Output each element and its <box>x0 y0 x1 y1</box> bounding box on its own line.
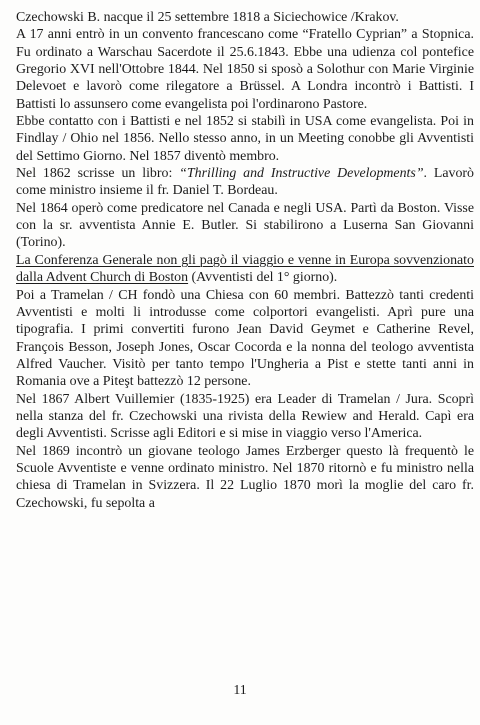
paragraph-conference <box>16 252 474 287</box>
paragraph-book <box>16 165 474 200</box>
paragraph-vuillemier: Nel 1867 Albert Vuillemier (1835-1925) era Leader di Tramelan / Jura. Scoprì nella stanza del fr. Czechowski una rivista della Rewiew and Herald. Capì era degli Avventisti. Scrisse agli Editori e si mise in viaggio verso l'America. <box>16 391 474 442</box>
conference-after-text: (Avventisti del 1° giorno). <box>188 270 338 286</box>
book-after-text: . Lavorò come ministro insieme il fr. Daniel T. Bordeau. <box>16 166 474 199</box>
book-title: “Thrilling and Instructive Developments” <box>179 166 424 182</box>
paragraph-convent: A 17 anni entrò in un convento francescano come “Fratello Cyprian” a Stopnica. Fu ordinato a Warschau Sacerdote il 25.6.1843. Ebbe una udienza col pontefice Gregorio XVI nell'Ottobre 1844. Nel 1850 si sposò a Solothur con Marie Virginie Delevoet e lavorò come rilegatore a Brüssel. A Londra incontrò i Battisti. I Battisti lo assunsero come evangelista poi l'ordinarono Pastore. <box>16 27 474 112</box>
underlined-conference-text: La Conferenza Generale non gli pagò il viaggio e venne in Europa sovvenzionato dalla Advent Church di Boston <box>16 252 474 286</box>
page-body <box>16 9 474 512</box>
page-number: 11 <box>233 683 247 698</box>
paragraph-tramelan-church: Poi a Tramelan / CH fondò una Chiesa con 60 membri. Battezzò tanti credenti Avventisti e molti li introdusse come colportori evangelisti. Aprì pure una tipografia. I primi convertiti furono Jean David Geymet e Catherine Revel, François Besson, Joseph Jones, Oscar Cocorda e la nonna del teologo avventista Alfred Vaucher. Visitò per tanto tempo l'Ungheria a Pist e stette tanti anni in Romania ove a Piteşt battezzò 12 persone. <box>16 287 474 390</box>
book-intro-text: Nel 1862 scrisse un libro: <box>16 166 180 182</box>
paragraph-birth: Czechowski B. nacque il 25 settembre 1818 a Siciechowice /Krakov. <box>16 10 399 25</box>
paragraph-preacher: Nel 1864 operò come predicatore nel Canada e negli USA. Partì da Boston. Visse con la sr. avventista Annie E. Butler. Si stabilirono a Luserna San Giovanni (Torino). <box>16 200 474 251</box>
paragraph-baptists-usa: Ebbe contatto con i Battisti e nel 1852 si stabilì in USA come evangelista. Poi in Findlay / Ohio nel 1856. Nello stesso anno, in un Meeting conobbe gli Avventisti del Settimo Giorno. Nel 1857 diventò membro. <box>16 114 474 164</box>
paragraph-erzberger: Nel 1869 incontrò un giovane teologo James Erzberger questo là frequentò le Scuole Avventiste e venne ordinato ministro. Nel 1870 ritornò e fu ministro nella chiesa di Tramelan in Svizzera. Il 22 Luglio 1870 morì la moglie del caro fr. Czechowski, fu sepolta a <box>16 443 474 511</box>
